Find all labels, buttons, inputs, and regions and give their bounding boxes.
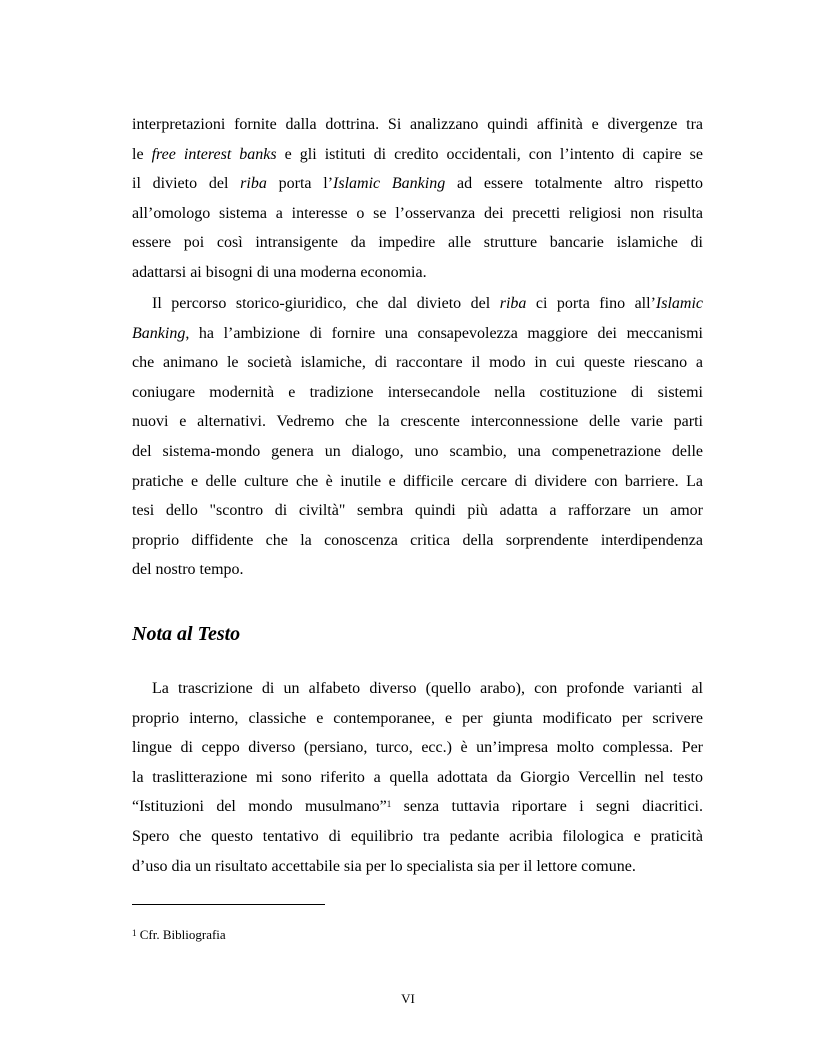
italic-term-islamic-banking: Islamic Banking <box>333 175 446 193</box>
page-number: VI <box>401 991 415 1006</box>
text-line: proprio interno, classiche e contemporanee, e per giunta modificato per scrivere <box>132 709 703 727</box>
text-line: che animano le società islamiche, di raccontare il modo in cui queste riescano a <box>132 354 703 372</box>
text-fragment: il divieto del <box>132 175 229 193</box>
text-fragment: Il percorso storico-giuridico, che dal divieto del <box>152 295 491 312</box>
italic-term-banking: Banking <box>132 324 186 342</box>
footnote-reference[interactable]: 1 <box>386 799 392 810</box>
text-fragment: “Istituzioni del mondo musulmano” <box>132 798 387 816</box>
text-line: essere poi così intransigente da impedire alle strutture bancarie islamiche di <box>132 234 703 252</box>
text-line: del nostro tempo. <box>132 561 244 579</box>
text-line: pratiche e delle culture che è inutile e difficile cercare di dividere con barriere. La <box>132 472 703 490</box>
text-line: Spero che questo tentativo di equilibrio tra pedante acribia filologica e praticità <box>132 827 703 845</box>
paragraph-transliteration-note <box>132 674 703 881</box>
text-line: nuovi e alternativi. Vedremo che la crescente interconnessione delle varie parti <box>132 413 703 431</box>
section-heading: Nota al Testo <box>132 623 241 645</box>
italic-term-islamic: Islamic <box>655 295 704 312</box>
text-line <box>132 792 703 822</box>
text-line: lingue di ceppo diverso (persiano, turco, ecc.) è un’impresa molto complessa. Per <box>132 739 703 757</box>
text-line <box>132 169 703 199</box>
footnote-number: 1 <box>132 928 137 938</box>
text-line: d’uso dia un risultato accettabile sia per lo specialista sia per il lettore comune. <box>132 857 636 875</box>
text-line <box>132 319 703 349</box>
text-fragment: ad essere totalmente altro rispetto <box>456 175 704 193</box>
italic-term-riba: riba <box>499 295 527 312</box>
text-fragment: porta l’ <box>278 175 334 193</box>
text-line: La trascrizione di un alfabeto diverso (quello arabo), con profonde varianti al <box>152 680 703 697</box>
footnote-text: Cfr. Bibliografia <box>139 927 226 942</box>
text-fragment: le <box>132 145 144 163</box>
paragraph-historical-path <box>132 289 703 585</box>
text-line <box>132 289 703 319</box>
text-fragment: senza tuttavia riportare i segni diacritici. <box>403 798 704 816</box>
text-line: le free interest banks e gli istituti di credito occidentali, con l’intento di capire se <box>132 145 704 163</box>
footnote <box>132 926 226 944</box>
text-line: del sistema-mondo genera un dialogo, uno scambio, una compenetrazione delle <box>132 442 703 460</box>
text-line: tesi dello "scontro di civiltà" sembra quindi più adatta a rafforzare un amor <box>132 502 703 520</box>
text-fragment: gli istituti di credito occidentali, con l’intento di capire se <box>299 145 704 163</box>
text-line: la traslitterazione mi sono riferito a quella adottata da Giorgio Vercellin nel testo <box>132 768 703 786</box>
paragraph-intro-continuation <box>132 110 703 288</box>
italic-term-riba: riba <box>240 175 267 193</box>
text-fragment: ci porta fino all’ <box>535 295 656 312</box>
text-line: adattarsi ai bisogni di una moderna economia. <box>132 263 427 281</box>
text-line: proprio diffidente che la conoscenza critica della sorprendente interdipendenza <box>132 531 703 549</box>
text-line: interpretazioni fornite dalla dottrina. Si analizzano quindi affinità e divergenze tra <box>132 116 703 133</box>
italic-term-free-interest-banks: free interest banks <box>151 145 277 163</box>
text-line: coniugare modernità e tradizione intersecandole nella costituzione di sistemi <box>132 383 703 401</box>
text-fragment: , ha l’ambizione di fornire una consapevolezza maggiore dei meccanismi <box>185 324 703 342</box>
text-line: all’omologo sistema a interesse o se l’osservanza dei precetti religiosi non risulta <box>132 204 703 222</box>
footnote-divider <box>132 904 325 905</box>
